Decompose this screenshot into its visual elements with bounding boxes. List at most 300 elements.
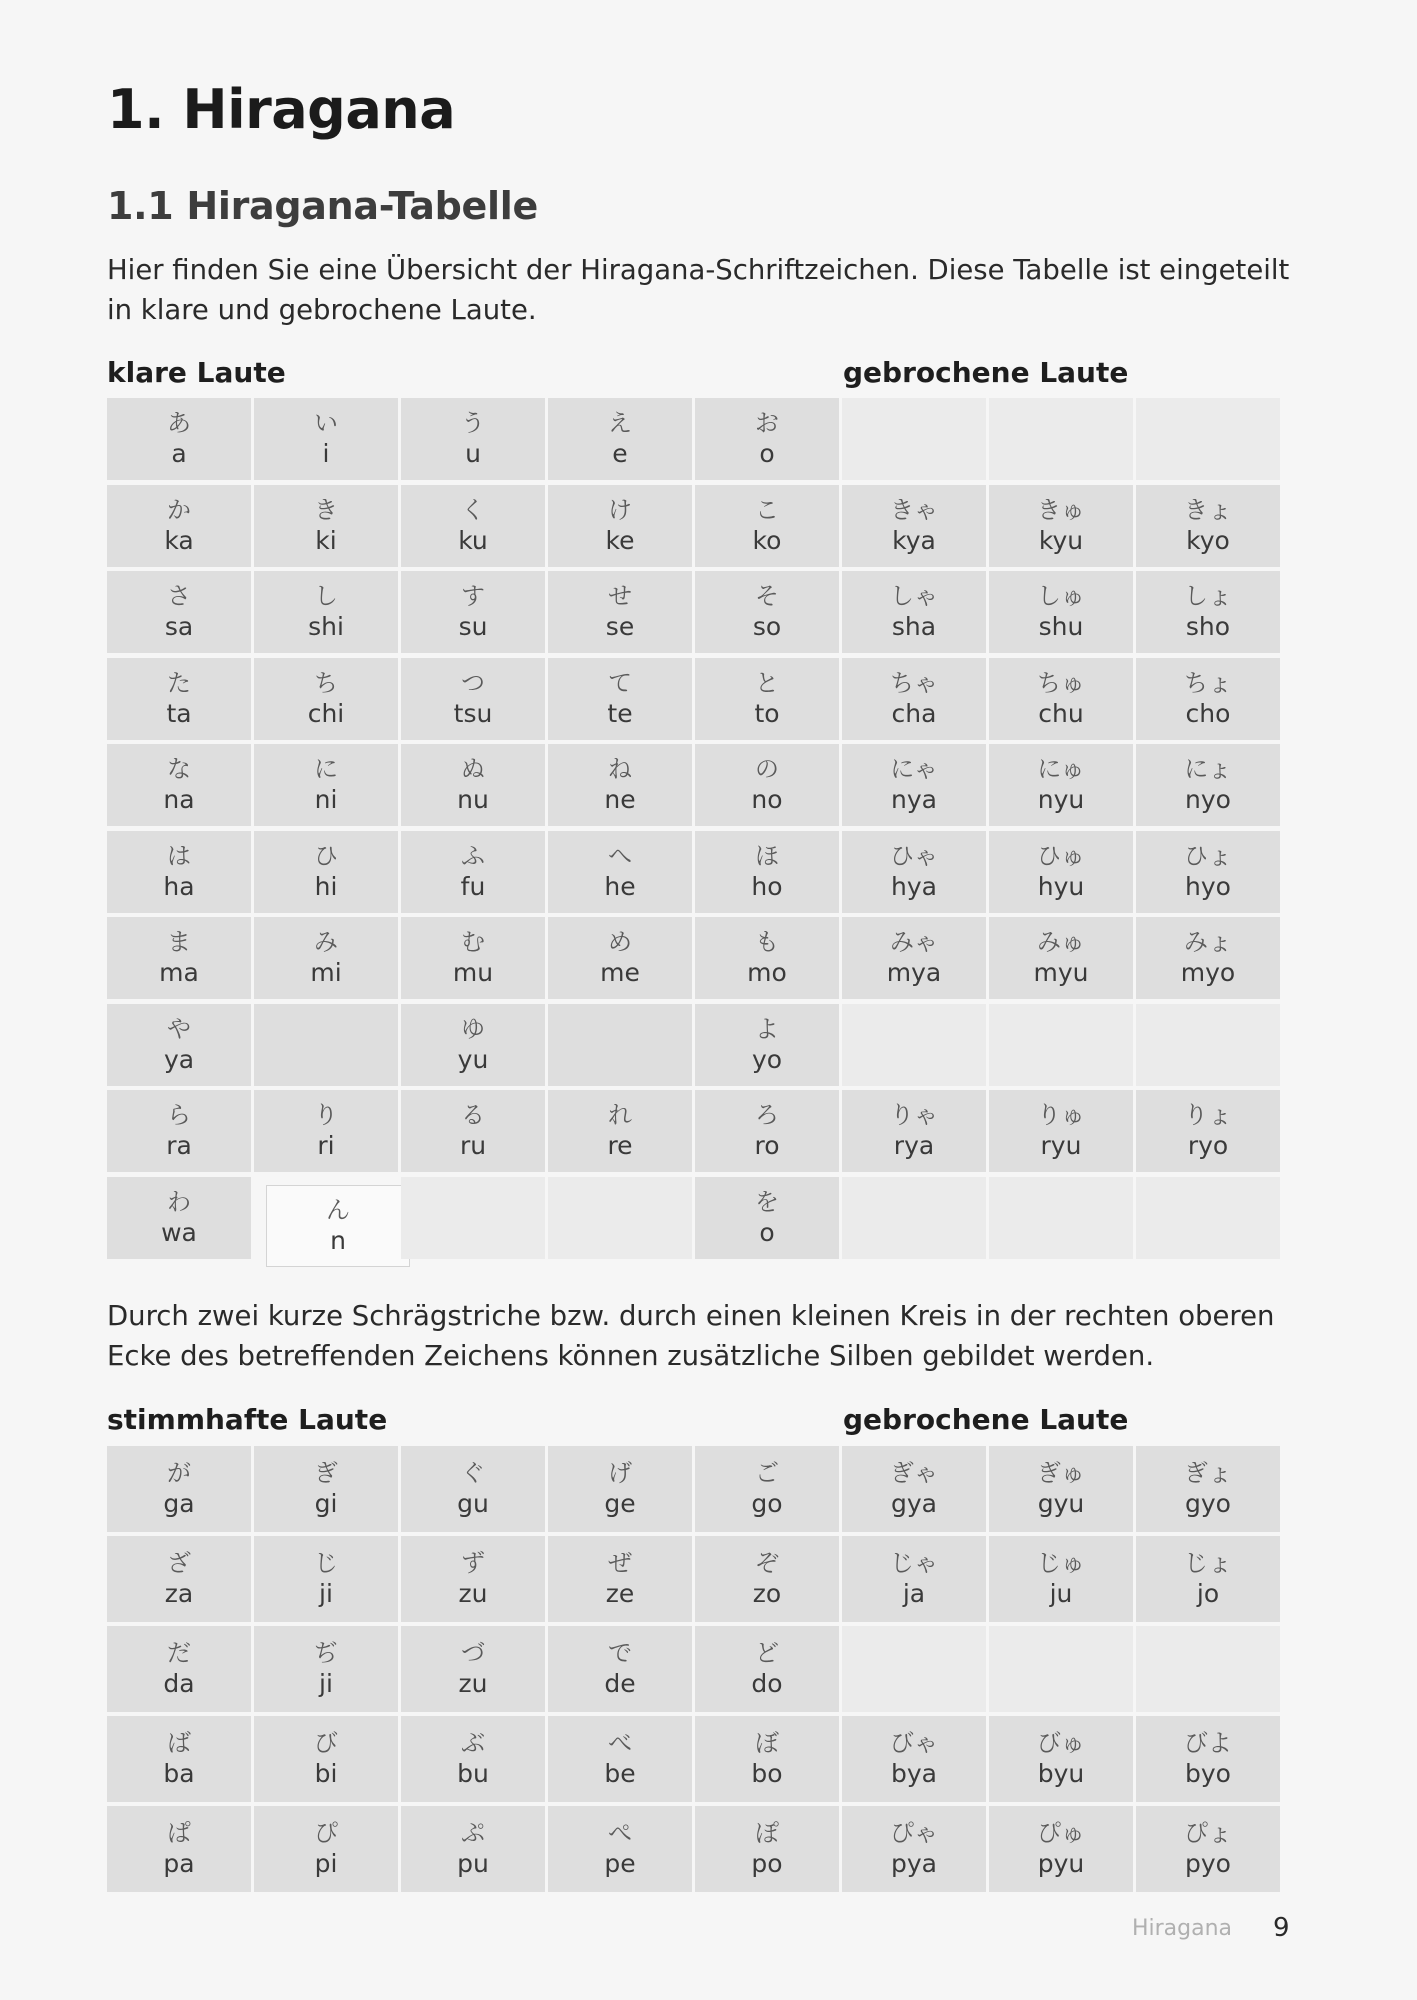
kana-char: る <box>461 1101 485 1129</box>
table-cell <box>989 1716 1133 1802</box>
table-cell <box>548 1090 692 1172</box>
romaji-text: bu <box>457 1759 489 1788</box>
romaji-text: kyu <box>1038 525 1084 555</box>
table-cell <box>548 1446 692 1532</box>
kana-char: も <box>755 928 779 956</box>
kana-char: し <box>314 582 338 610</box>
kana-char: だ <box>167 1639 191 1667</box>
table-cell <box>401 1626 545 1712</box>
romaji-text: cho <box>1185 698 1231 728</box>
table-cell <box>107 658 251 740</box>
kana-char: に <box>314 755 338 783</box>
romaji-text: ya <box>163 1044 195 1074</box>
romaji-text: u <box>465 439 481 468</box>
table-cell <box>1136 485 1280 567</box>
kana-char: せ <box>608 582 632 610</box>
romaji-text: ji <box>319 1579 333 1608</box>
kana-char: ぬ <box>461 755 485 783</box>
table-cell <box>107 1536 251 1622</box>
page-number: 9 <box>1273 1913 1290 1943</box>
table-cell <box>695 1716 839 1802</box>
kana-char: ぼ <box>755 1729 779 1757</box>
kana-char: ね <box>608 755 632 783</box>
table-cell <box>695 1626 839 1712</box>
table-cell <box>401 1806 545 1892</box>
kana-char: じょ <box>1184 1549 1232 1577</box>
kana-char: ぜ <box>608 1549 632 1577</box>
kana-char: びゃ <box>890 1729 938 1757</box>
romaji-text: jo <box>1196 1579 1220 1608</box>
romaji-text: pyu <box>1037 1849 1085 1878</box>
table-cell <box>1136 1626 1280 1712</box>
romaji-text: be <box>604 1759 636 1788</box>
table-cell <box>401 485 545 567</box>
kana-char: ろ <box>755 1101 779 1129</box>
romaji-text: ba <box>163 1759 195 1788</box>
table-cell <box>695 485 839 567</box>
romaji-text: byo <box>1185 1759 1231 1788</box>
kana-char: て <box>608 668 632 697</box>
romaji-text: ma <box>159 958 199 987</box>
kana-char: す <box>461 582 485 610</box>
kana-char: ひょ <box>1184 841 1232 870</box>
romaji-text: zu <box>458 1579 488 1608</box>
table-cell <box>842 1806 986 1892</box>
romaji-text: pi <box>314 1849 338 1878</box>
table-cell <box>695 831 839 913</box>
romaji-text: so <box>752 612 782 641</box>
kana-char: りゃ <box>890 1101 938 1129</box>
table-cell <box>989 1177 1133 1259</box>
romaji-text: de <box>604 1669 636 1698</box>
table-cell <box>107 1004 251 1086</box>
romaji-text: a <box>171 439 187 468</box>
romaji-text: bo <box>751 1759 783 1788</box>
kana-char: にょ <box>1184 755 1232 783</box>
table-cell <box>401 1446 545 1532</box>
romaji-text: yu <box>457 1044 489 1074</box>
table-cell <box>107 1446 251 1532</box>
romaji-text: ri <box>317 1131 335 1160</box>
table-cell <box>401 1177 545 1259</box>
table-cell <box>989 744 1133 826</box>
table-cell <box>401 658 545 740</box>
romaji-text: to <box>754 698 780 728</box>
table-cell <box>695 1177 839 1259</box>
kana-char: ぴょ <box>1184 1819 1232 1847</box>
table-cell <box>254 831 398 913</box>
table-cell <box>695 398 839 480</box>
table-cell <box>989 1626 1133 1712</box>
romaji-text: shi <box>308 612 344 641</box>
table-cell <box>842 1716 986 1802</box>
table-cell <box>107 917 251 999</box>
table-cell <box>548 571 692 653</box>
table-cell <box>695 1090 839 1172</box>
romaji-text: po <box>751 1849 783 1878</box>
romaji-text: ra <box>166 1131 192 1160</box>
romaji-text: hya <box>891 871 937 901</box>
romaji-text: gya <box>891 1489 937 1518</box>
kana-char: みゅ <box>1037 928 1085 956</box>
table-cell <box>842 744 986 826</box>
table-cell <box>548 1004 692 1086</box>
romaji-text: ja <box>902 1579 926 1608</box>
kana-char: ちゃ <box>890 668 938 697</box>
table-cell <box>107 485 251 567</box>
table-cell <box>842 917 986 999</box>
romaji-text: pe <box>604 1849 636 1878</box>
table-cell <box>1136 1177 1280 1259</box>
kana-char: わ <box>167 1187 191 1216</box>
kana-char: を <box>755 1187 779 1216</box>
romaji-text: sa <box>164 612 194 641</box>
kana-char: く <box>461 495 485 524</box>
table-cell <box>989 658 1133 740</box>
table-cell <box>401 1004 545 1086</box>
table-cell <box>548 1806 692 1892</box>
table-cell <box>548 1177 692 1259</box>
kana-char: び <box>314 1729 338 1757</box>
kana-char: よ <box>755 1014 779 1043</box>
kana-char: ぞ <box>755 1549 779 1577</box>
kana-char: みゃ <box>890 928 938 956</box>
kana-char: ひゅ <box>1037 841 1085 870</box>
hiragana-table-voiced <box>107 1446 1283 1896</box>
romaji-text: gi <box>314 1489 338 1518</box>
table-cell <box>254 658 398 740</box>
romaji-text: wa <box>161 1217 197 1247</box>
kana-char: ゆ <box>461 1014 485 1043</box>
kana-char: で <box>608 1639 632 1667</box>
romaji-text: ke <box>605 525 635 555</box>
table2-label-broken-sounds: gebrochene Laute <box>843 1403 1129 1436</box>
kana-char: な <box>167 755 191 783</box>
romaji-text: chi <box>307 698 345 728</box>
table-cell <box>107 1090 251 1172</box>
kana-char: べ <box>608 1729 632 1757</box>
table-cell <box>266 1185 410 1267</box>
kana-char: へ <box>608 841 632 870</box>
table-cell <box>548 917 692 999</box>
table-cell <box>254 571 398 653</box>
table-cell <box>401 1090 545 1172</box>
kana-char: ち <box>314 668 338 697</box>
table-cell <box>1136 1004 1280 1086</box>
page-title: 1. Hiragana <box>107 78 456 141</box>
romaji-text: o <box>759 1217 775 1247</box>
kana-char: ぷ <box>461 1819 485 1847</box>
table-cell <box>401 1716 545 1802</box>
table-cell <box>695 1446 839 1532</box>
kana-char: や <box>167 1014 191 1043</box>
romaji-text: bi <box>314 1759 338 1788</box>
romaji-text: hyu <box>1037 871 1085 901</box>
table-cell <box>548 831 692 913</box>
kana-char: か <box>167 495 191 524</box>
table-cell <box>254 917 398 999</box>
table-cell <box>254 1004 398 1086</box>
kana-char: き <box>314 495 338 524</box>
romaji-text: ta <box>166 698 192 728</box>
romaji-text: tsu <box>453 698 493 728</box>
kana-char: あ <box>167 409 191 437</box>
table-cell <box>989 485 1133 567</box>
table-cell <box>254 1716 398 1802</box>
kana-char: にゅ <box>1037 755 1085 783</box>
table-cell <box>1136 1806 1280 1892</box>
romaji-text: ryu <box>1040 1131 1082 1160</box>
romaji-text: ki <box>315 525 337 555</box>
romaji-text: cha <box>891 698 937 728</box>
kana-char: が <box>167 1459 191 1487</box>
kana-char: きゅ <box>1037 495 1085 524</box>
table-cell <box>401 744 545 826</box>
kana-char: ぴゃ <box>890 1819 938 1847</box>
table-cell <box>401 398 545 480</box>
table-cell <box>989 1004 1133 1086</box>
kana-char: さ <box>167 582 191 610</box>
romaji-text: myo <box>1180 958 1236 987</box>
kana-char: みょ <box>1184 928 1232 956</box>
romaji-text: mo <box>747 958 787 987</box>
romaji-text: gyo <box>1185 1489 1231 1518</box>
kana-char: ほ <box>755 841 779 870</box>
table-cell <box>989 831 1133 913</box>
kana-char: じ <box>314 1549 338 1577</box>
romaji-text: no <box>751 785 783 814</box>
table-cell <box>548 744 692 826</box>
intro-paragraph: Hier finden Sie eine Übersicht der Hiragana-Schriftzeichen. Diese Tabelle ist eingeteilt in klare und gebrochene Laute. <box>107 254 1290 326</box>
table-cell <box>695 744 839 826</box>
table-cell <box>842 1536 986 1622</box>
table-cell <box>842 398 986 480</box>
kana-char: ぽ <box>755 1819 779 1847</box>
table-cell <box>254 1806 398 1892</box>
romaji-text: me <box>600 958 640 987</box>
kana-char: ふ <box>461 841 485 870</box>
romaji-text: o <box>759 439 775 468</box>
romaji-text: shu <box>1038 612 1084 641</box>
kana-char: む <box>461 928 485 956</box>
table-cell <box>1136 658 1280 740</box>
romaji-text: fu <box>460 871 486 901</box>
table-cell <box>254 1626 398 1712</box>
romaji-text: chu <box>1038 698 1084 728</box>
romaji-text: ku <box>458 525 488 555</box>
romaji-text: kya <box>892 525 936 555</box>
kana-char: びゅ <box>1037 1729 1085 1757</box>
romaji-text: i <box>322 439 330 468</box>
table-cell <box>989 1536 1133 1622</box>
kana-char: の <box>755 755 779 783</box>
romaji-text: ze <box>605 1579 635 1608</box>
romaji-text: se <box>605 612 635 641</box>
table-cell <box>548 1716 692 1802</box>
romaji-text: myu <box>1033 958 1089 987</box>
romaji-text: do <box>751 1669 783 1698</box>
romaji-text: re <box>607 1131 633 1160</box>
table-cell <box>548 1536 692 1622</box>
table-cell <box>989 398 1133 480</box>
romaji-text: ni <box>314 785 338 814</box>
table-cell <box>842 1004 986 1086</box>
kana-char: う <box>461 409 485 437</box>
kana-char: と <box>755 668 779 697</box>
table-cell <box>254 1090 398 1172</box>
romaji-text: bya <box>891 1759 937 1788</box>
kana-char: そ <box>755 582 779 610</box>
table-cell <box>842 1090 986 1172</box>
table-cell <box>989 917 1133 999</box>
romaji-text: ru <box>459 1131 487 1160</box>
romaji-text: pa <box>163 1849 195 1878</box>
table-cell <box>107 744 251 826</box>
romaji-text: he <box>604 871 636 901</box>
table1-label-broken-sounds: gebrochene Laute <box>843 356 1129 389</box>
table-cell <box>1136 1446 1280 1532</box>
table-cell <box>1136 1716 1280 1802</box>
table-cell <box>548 398 692 480</box>
romaji-text: ji <box>319 1669 333 1698</box>
romaji-text: da <box>163 1669 195 1698</box>
romaji-text: mya <box>886 958 942 987</box>
kana-char: きょ <box>1184 495 1232 524</box>
table-cell <box>695 917 839 999</box>
table-cell <box>254 398 398 480</box>
kana-char: ぱ <box>167 1819 191 1847</box>
table-cell <box>1136 398 1280 480</box>
romaji-text: sha <box>891 612 937 641</box>
romaji-text: mi <box>310 958 342 987</box>
table-cell <box>1136 917 1280 999</box>
table-cell <box>1136 831 1280 913</box>
kana-char: ぎょ <box>1184 1459 1232 1487</box>
kana-char: りゅ <box>1037 1101 1085 1129</box>
kana-char: ば <box>167 1729 191 1757</box>
romaji-text: nu <box>457 785 489 814</box>
table-cell <box>254 1536 398 1622</box>
kana-char: ぴ <box>314 1819 338 1847</box>
romaji-text: zo <box>752 1579 782 1608</box>
romaji-text: hyo <box>1185 871 1231 901</box>
table-cell <box>254 1446 398 1532</box>
kana-char: しゃ <box>890 582 938 610</box>
romaji-text: hi <box>314 871 338 901</box>
kana-char: ぎ <box>314 1459 338 1487</box>
kana-char: じゅ <box>1037 1549 1085 1577</box>
footer-section-name: Hiragana <box>1131 1916 1232 1941</box>
romaji-text: ha <box>163 871 195 901</box>
table-cell <box>695 1004 839 1086</box>
romaji-text: ga <box>163 1489 195 1518</box>
romaji-text: ho <box>751 871 783 901</box>
romaji-text: kyo <box>1186 525 1230 555</box>
romaji-text: pu <box>457 1849 489 1878</box>
kana-char: しょ <box>1184 582 1232 610</box>
kana-char: ちゅ <box>1037 668 1085 697</box>
table-cell <box>842 1446 986 1532</box>
table-cell <box>1136 571 1280 653</box>
table-cell <box>401 917 545 999</box>
table-cell <box>254 744 398 826</box>
kana-char: ぎゅ <box>1037 1459 1085 1487</box>
kana-char: め <box>608 928 632 956</box>
table-cell <box>1136 1090 1280 1172</box>
table-cell <box>401 831 545 913</box>
romaji-text: byu <box>1037 1759 1085 1788</box>
table-cell <box>695 1536 839 1622</box>
romaji-text: rya <box>893 1131 935 1160</box>
kana-char: い <box>314 409 338 437</box>
romaji-text: nyu <box>1037 785 1085 814</box>
kana-char: た <box>167 668 191 697</box>
table-cell <box>842 831 986 913</box>
romaji-text: nyo <box>1185 785 1231 814</box>
table-cell <box>548 658 692 740</box>
table-cell <box>1136 744 1280 826</box>
romaji-text: yo <box>751 1044 783 1074</box>
table-cell <box>1136 1536 1280 1622</box>
table-cell <box>695 1806 839 1892</box>
romaji-text: sho <box>1185 612 1231 641</box>
kana-char: しゅ <box>1037 582 1085 610</box>
middle-paragraph: Durch zwei kurze Schrägstriche bzw. durch einen kleinen Kreis in der rechten oberen Ecke des betreffenden Zeichens können zusätzliche Silben gebildet werden. <box>107 1300 1275 1372</box>
kana-char: ま <box>167 928 191 956</box>
kana-char: ご <box>755 1459 779 1487</box>
kana-char: こ <box>755 495 779 524</box>
romaji-text: ryo <box>1187 1131 1229 1160</box>
kana-char: じゃ <box>890 1549 938 1577</box>
table-cell <box>401 1536 545 1622</box>
table-cell <box>842 1626 986 1712</box>
romaji-text: pyo <box>1185 1849 1231 1878</box>
table-cell <box>107 1177 251 1259</box>
romaji-text: ka <box>164 525 194 555</box>
romaji-text: gu <box>457 1489 489 1518</box>
romaji-text: ne <box>604 785 636 814</box>
table-cell <box>401 571 545 653</box>
kana-char: ひ <box>314 841 338 870</box>
table-cell <box>989 1446 1133 1532</box>
romaji-text: zu <box>458 1669 488 1698</box>
table-cell <box>548 1626 692 1712</box>
kana-char: お <box>755 409 779 437</box>
table1-label-clear-sounds: klare Laute <box>107 356 286 389</box>
table-cell <box>989 571 1133 653</box>
kana-char: ぎゃ <box>890 1459 938 1487</box>
table-cell <box>254 485 398 567</box>
kana-char: れ <box>608 1101 632 1129</box>
romaji-text: e <box>612 439 628 468</box>
table-cell <box>107 1716 251 1802</box>
section-title: 1.1 Hiragana-Tabelle <box>107 184 538 228</box>
table-cell <box>842 1177 986 1259</box>
kana-char: つ <box>461 668 485 697</box>
kana-char: ひゃ <box>890 841 938 870</box>
table-cell <box>107 571 251 653</box>
table-cell <box>695 658 839 740</box>
romaji-text: ju <box>1049 1579 1073 1608</box>
table-cell <box>989 1806 1133 1892</box>
romaji-text: su <box>458 612 488 641</box>
table2-label-voiced-sounds: stimmhafte Laute <box>107 1403 388 1436</box>
hiragana-table-clear <box>107 398 1283 1270</box>
romaji-text: pya <box>891 1849 937 1878</box>
kana-char: ぺ <box>608 1819 632 1847</box>
romaji-text: ro <box>754 1131 780 1160</box>
table-cell <box>989 1090 1133 1172</box>
